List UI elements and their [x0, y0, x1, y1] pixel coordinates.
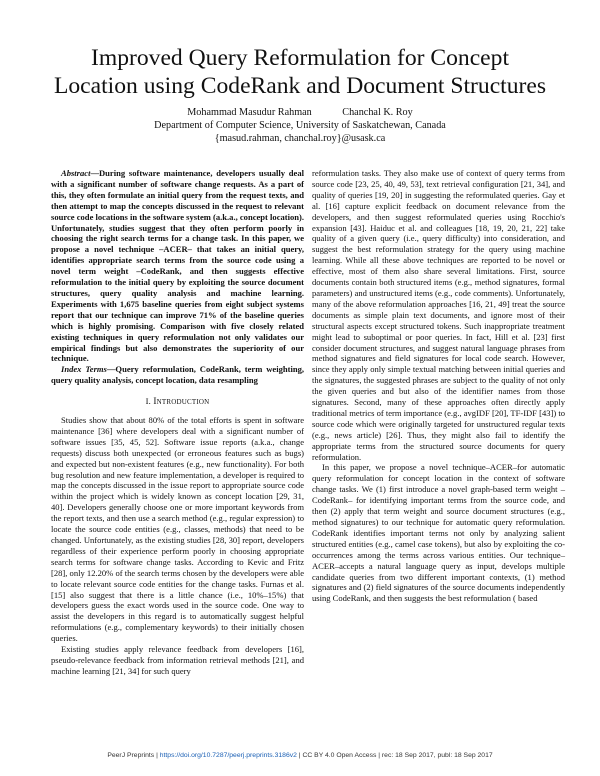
doi-link[interactable]: https://doi.org/10.7287/peerj.preprints.3186v2: [159, 752, 297, 759]
footer-license: | CC BY 4.0 Open Access | rec: 18 Sep 2017, publ: 18 Sep 2017: [298, 752, 493, 759]
footer-prefix: PeerJ Preprints |: [107, 752, 158, 759]
index-terms-lead: Index Terms: [61, 364, 107, 375]
author-2: Chanchal K. Roy: [342, 107, 413, 118]
abstract-text: —During software maintenance, developers usually deal with a significant number of software change requests. As a part of this, they often formulate an initial query from the request texts, and then attempt to map the concepts discussed in the request to relevant source code locations in the software system (a.k.a., concept location). Unfortunately, studies suggest that they often perform poorly in choosing the right search terms for a change task. In this paper, we propose a novel technique –ACER– that takes an initial query, identifies appropriate search terms from the source code using a novel term weight –CodeRank, and then suggests effective reformulation to the initial query by exploiting the source document structures, query quality analysis and machine learning. Experiments with 1,675 baseline queries from eight subject systems report that our technique can improve 71% of the baseline queries which is highly promising. Comparison with five closely related existing techniques in query reformulation not only validates our empirical findings but also demonstrates the superiority of our technique.: [51, 168, 304, 364]
intro-paragraph-3: In this paper, we propose a novel technique–ACER–for automatic query reformulation for concept location in the context of software change tasks. We (1) first introduce a novel graph-based term weight –CodeRank– for identifying important terms from the source code, and then (2) apply that term weight and source document structures (e.g., method signatures) to our technique for automatic query reformulation. CodeRank identifies important terms not only by analyzing salient structured entities (e.g., camel case tokens), but also by exploiting the co-occurrences among the terms across various entities. Our technique–ACER–accepts a natural language query as input, develops multiple candidate queries from two different important contexts, (1) method signatures and (2) field signatures of the source documents independently using CodeRank, and then suggests the best reformulation ( based: [312, 462, 565, 604]
author-names: [20, 106, 580, 119]
paper-title: [20, 44, 580, 100]
right-column: [312, 168, 565, 604]
author-emails: {masud.rahman, chanchal.roy}@usask.ca: [214, 133, 386, 144]
left-column: [51, 168, 304, 677]
index-terms-text: —Query reformulation, CodeRank, term weighting, query quality analysis, concept location, data resampling: [51, 364, 304, 386]
intro-paragraph-2-continued: reformulation tasks. They also make use of context of query terms from source code [23, 25, 40, 49, 53], text retrieval configuration [21, 34], and quality of queries [19, 20] in suggesting the reformulated queries. Gay et al. [16] capture explicit feedback on document relevance from the developers, and then suggest reformulated queries using Rocchio's expansion [43]. Haiduc et al. and colleagues [18, 19, 20, 21, 22] take quality of a given query (i.e., query difficulty) into consideration, and suggest the best reformulation strategy for the query using machine learning. While all these above techniques are reported to be novel or effective, most of them also share several limitations. First, source documents contain both structured items (e.g., method signatures, formal parameters) and unstructured items (e.g., code comments). Unfortunately, many of the above reformulation approaches [16, 21, 49] treat the source documents as simple plain text documents, and ignore most of their structural aspects except structured tokens. Such inappropriate treatment might lead to suboptimal or poor queries. In fact, Hill et al. [23] first consider document structures, and suggest natural language phrases from method signatures and field signatures for local code search. However, since they apply only simple textual matching between initial queries and the signatures, the suggested phrases are subject to the quality of not only the given queries and but also of the identifier names from those signatures. Second, many of these approaches often directly apply traditional metrics of term importance (e.g., avgIDF [20], TF-IDF [43]) to source code which were originally targeted for unstructured regular texts (e.g., news article) [26]. Thus, they might also fail to identify the appropriate terms from the structured source documents for query reformulation.: [312, 168, 565, 462]
intro-paragraph-2: Existing studies apply relevance feedback from developers [16], pseudo-relevance feedback from information retrieval methods [21], and machine learning [21, 34] for such query: [51, 644, 304, 676]
affiliation: Department of Computer Science, University of Saskatchewan, Canada: [154, 120, 446, 131]
title-line-1: Improved Query Reformulation for Concept: [90, 45, 510, 71]
index-terms: [51, 364, 304, 386]
section-title: Introduction: [153, 397, 210, 408]
intro-paragraph-1: Studies show that about 80% of the total efforts is spent in software maintenance [36] where developers deal with a significant number of software issues [35, 45, 52]. Software issue reports (a.k.a., change requests) discuss both unexpected (or erroneous features such as bugs) and expected but non-existent features (e.g., new functionality). For both bug resolution and new feature implementation, a developer is required to map the concepts discussed in the issue report to appropriate source code within the project which is widely known as concept location [29, 31, 40]. Developers generally choose one or more important keywords from the report texts, and then use a search method (e.g., regular expression) to locate the source code entities (e.g., classes, methods) that need to be changed. Unfortunately, as the existing studies [28, 30] report, developers regardless of their experience perform poorly in choosing appropriate search terms for software change tasks. According to Kevic and Fritz [28], only 12.20% of the search terms chosen by the developers were able to locate relevant source code entities for the change tasks. Furnas et al. [15] also suggest that there is a little chance (i.e., 10%–15%) that developers guess the exact words used in the source code. One way to assist the developers in this regard is to automatically suggest helpful reformulations (e.g., complementary keywords) to their initially chosen queries.: [51, 415, 304, 644]
section-heading-introduction: [51, 396, 304, 408]
author-1: Mohammad Masudur Rahman: [187, 107, 312, 118]
author-block: [20, 106, 580, 145]
abstract: [51, 168, 304, 364]
preprint-footer: [0, 752, 600, 759]
abstract-lead: Abstract: [61, 168, 91, 178]
section-number: I.: [145, 396, 151, 407]
title-line-2: Location using CodeRank and Document Structures: [53, 73, 547, 99]
